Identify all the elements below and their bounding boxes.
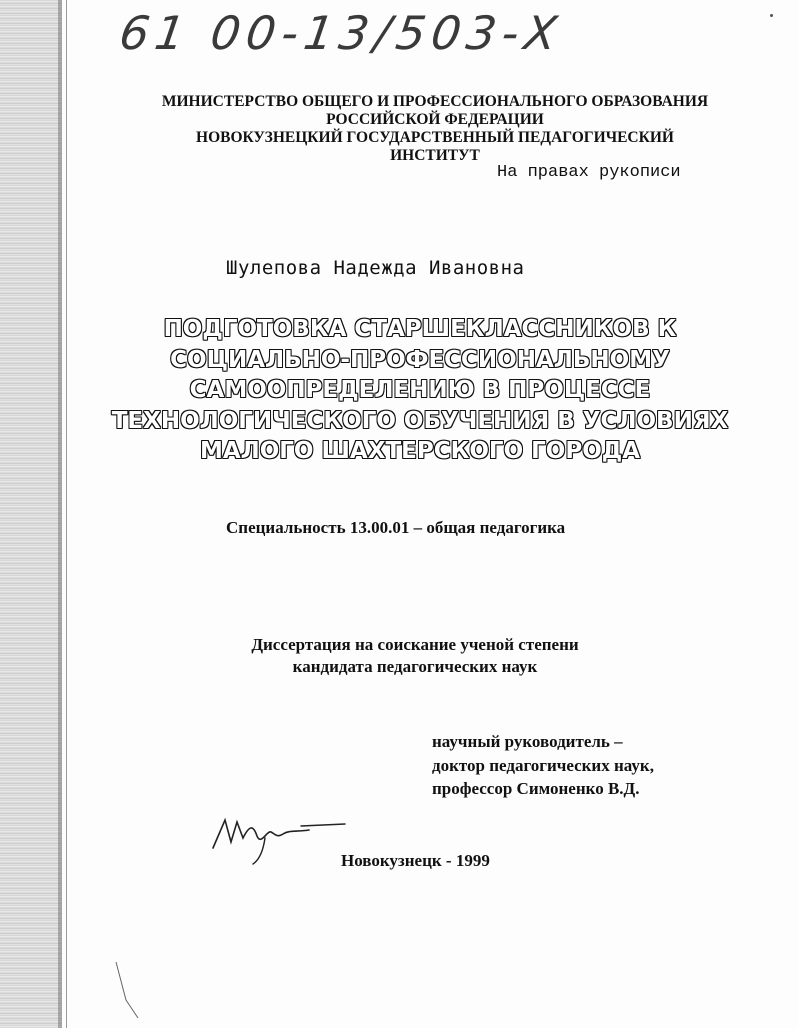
supervisor-line-2: доктор педагогических наук, xyxy=(432,755,654,775)
dissertation-title xyxy=(100,314,740,467)
margin-pencil-mark xyxy=(112,960,142,1020)
ministry-line-1: МИНИСТЕРСТВО ОБЩЕГО И ПРОФЕССИОНАЛЬНОГО ОБРАЗОВАНИЯ xyxy=(161,93,709,110)
title-line: ТЕХНОЛОГИЧЕСКОГО ОБУЧЕНИЯ В УСЛОВИЯХ xyxy=(111,407,729,434)
supervisor-line-3: профессор Симоненко В.Д. xyxy=(432,779,640,798)
binding-edge xyxy=(0,0,62,1028)
speciality: Специальность 13.00.01 – общая педагогика xyxy=(226,518,566,537)
degree-statement xyxy=(180,634,650,678)
title-line: СОЦИАЛЬНО-ПРОФЕССИОНАЛЬНОМУ xyxy=(170,346,670,373)
institution-header xyxy=(110,93,760,165)
degree-line-1: Диссертация на соискание ученой степени xyxy=(251,635,579,654)
degree-line-2: кандидата педагогических наук xyxy=(292,657,538,676)
archive-number: 61 00-13/503-Х xyxy=(116,6,567,60)
author-name: Шулепова Надежда Ивановна xyxy=(226,257,525,279)
rights-note: На правах рукописи xyxy=(497,163,681,182)
institute-line-2: ИНСТИТУТ xyxy=(390,147,480,164)
title-line: ПОДГОТОВКА СТАРШЕКЛАССНИКОВ К xyxy=(163,316,677,342)
fold-line xyxy=(66,0,67,1028)
institute-line-1: НОВОКУЗНЕЦКИЙ ГОСУДАРСТВЕННЫЙ ПЕДАГОГИЧЕСКИЙ xyxy=(196,129,674,146)
title-line: САМООПРЕДЕЛЕНИЮ В ПРОЦЕССЕ xyxy=(189,377,651,403)
scan-speck xyxy=(770,14,773,17)
city-year: Новокузнецк - 1999 xyxy=(341,851,490,870)
ministry-line-2: РОССИЙСКОЙ ФЕДЕРАЦИИ xyxy=(326,111,544,128)
supervisor-block xyxy=(432,730,654,801)
supervisor-line-1: научный руководитель – xyxy=(432,732,623,751)
title-line: МАЛОГО ШАХТЕРСКОГО ГОРОДА xyxy=(199,438,641,464)
